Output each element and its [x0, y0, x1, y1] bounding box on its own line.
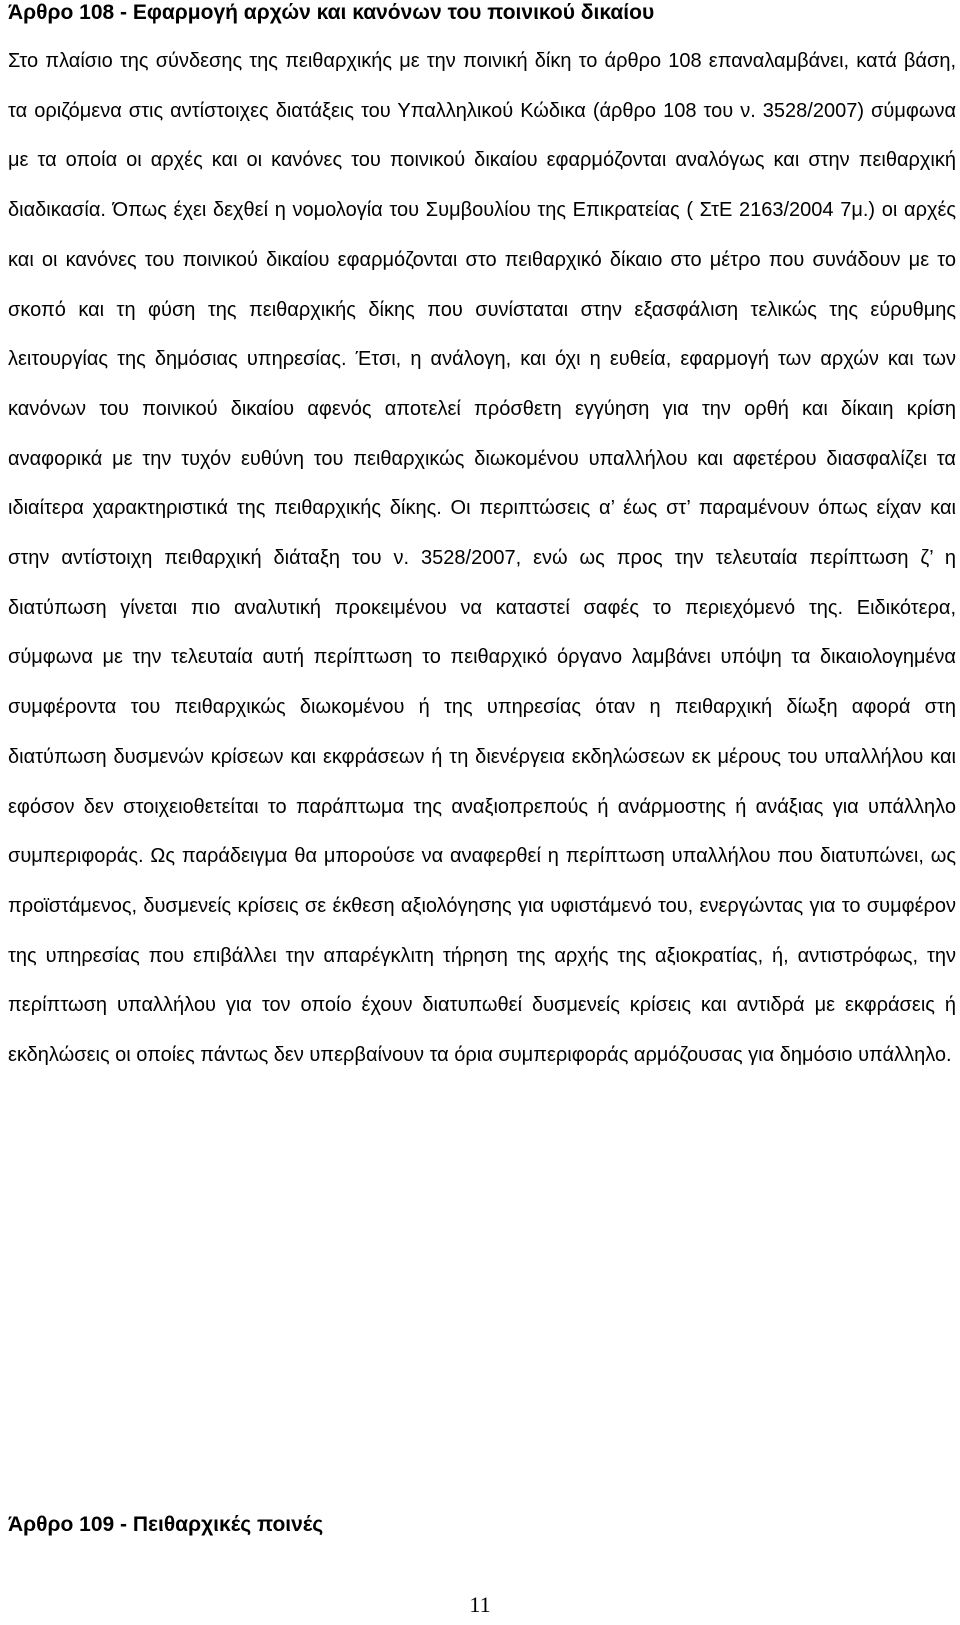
article-108-heading: Άρθρο 108 - Εφαρμογή αρχών και κανόνων του ποινικού δικαίου — [8, 1, 655, 24]
article-109-heading: Άρθρο 109 - Πειθαρχικές ποινές — [8, 1513, 324, 1536]
article-108-paragraph: Στο πλαίσιο της σύνδεσης της πειθαρχικής με την ποινική δίκη το άρθρο 108 επαναλαμβάνει, κατά βάση, τα οριζόμενα στις αντίστοιχες διατάξεις του Υπαλληλικού Κώδικα (άρθρο 108 του ν. 3528/2007) σύμφωνα με τα οποία οι αρχές και οι κανόνες του ποινικού δικαίου εφαρμόζονται αναλόγως και στην πειθαρχική διαδικασία. Όπως έχει δεχθεί η νομολογία του Συμβουλίου της Επικρατείας ( ΣτΕ 2163/2004 7μ.) οι αρχές και οι κανόνες του ποινικού δικαίου εφαρμόζονται στο πειθαρχικό δίκαιο στο μέτρο που συνάδουν με το σκοπό και τη φύση της πειθαρχικής δίκης που συνίσταται στην εξασφάλιση τελικώς της εύρυθμης λειτουργίας της δημόσιας υπηρεσίας. Έτσι, η ανάλογη, και όχι η ευθεία, εφαρμογή των αρχών και των κανόνων του ποινικού δικαίου αφενός αποτελεί πρόσθετη εγγύηση για την ορθή και δίκαιη κρίση αναφορικά με την τυχόν ευθύνη του πειθαρχικώς διωκομένου υπαλλήλου και αφετέρου διασφαλίζει τα ιδιαίτερα χαρακτηριστικά της πειθαρχικής δίκης. Οι περιπτώσεις α’ έως στ’ παραμένουν όπως είχαν και στην αντίστοιχη πειθαρχική διάταξη του ν. 3528/2007, ενώ ως προς την τελευταία περίπτωση ζ’ η διατύπωση γίνεται πιο αναλυτική προκειμένου να καταστεί σαφές το περιεχόμενό της. Ειδικότερα, σύμφωνα με την τελευταία αυτή περίπτωση το πειθαρχικό όργανο λαμβάνει υπόψη τα δικαιολογημένα συμφέροντα του πειθαρχικώς διωκομένου ή της υπηρεσίας όταν η πειθαρχική δίωξη αφορά στη διατύπωση δυσμενών κρίσεων και εκφράσεων ή τη διενέργεια εκδηλώσεων εκ μέρους του υπαλλήλου και εφόσον δεν στοιχειοθετείται το παράπτωμα της αναξιοπρεπούς ή ανάρμοστης ή ανάξιας για υπάλληλο συμπεριφοράς. Ως παράδειγμα θα μπορούσε να αναφερθεί η περίπτωση υπαλλήλου που διατυπώνει, ως προϊστάμενος, δυσμενείς κρίσεις σε έκθεση αξιολόγησης για υφιστάμενό του, ενεργώντας για το συμφέρον της υπηρεσίας που επιβάλλει την απαρέγκλιτη τήρηση της αρχής της αξιοκρατίας, ή, αντιστρόφως, την περίπτωση υπαλλήλου για τον οποίο έχουν διατυπωθεί δυσμενείς κρίσεις και αντιδρά με εκφράσεις ή εκδηλώσεις οι οποίες πάντως δεν υπερβαίνουν τα όρια συμπεριφοράς αρμόζουσας για δημόσιο υπάλληλο. — [8, 50, 956, 1067]
page-number: 11 — [469, 1592, 491, 1617]
